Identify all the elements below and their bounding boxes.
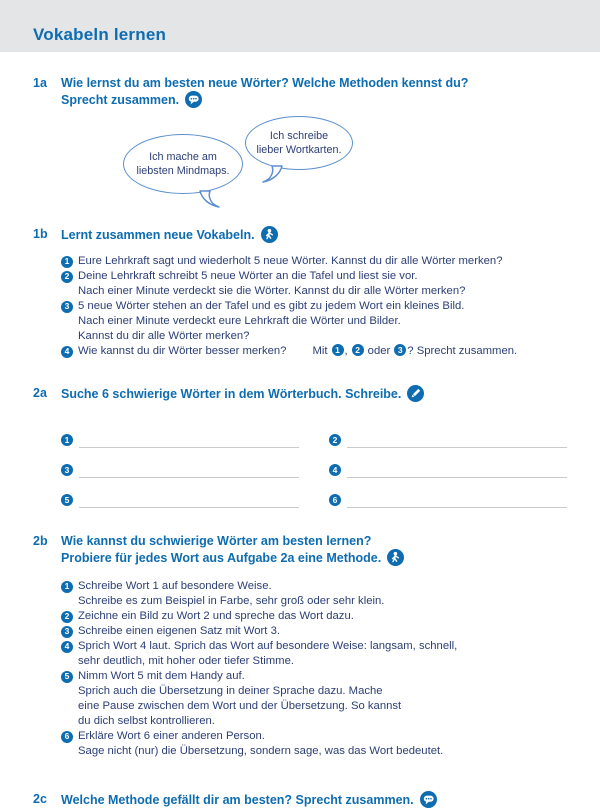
item-text: Erkläre Wort 6 einer anderen Person. — [78, 730, 265, 742]
blank-number-badge: 2 — [329, 434, 341, 446]
task-label-2a: 2a — [33, 386, 47, 400]
item-number-badge — [61, 686, 73, 698]
item-text: Eure Lehrkraft sagt und wiederholt 5 neue Wörter. Kannst du dir alle Wörter merken? — [78, 255, 503, 267]
item-number-badge — [61, 746, 73, 758]
word-blanks-grid — [61, 418, 567, 508]
blank-5 — [61, 478, 299, 508]
list-item — [61, 284, 567, 299]
item-text: Zeichne ein Bild zu Wort 2 und spreche das Wort dazu. — [78, 610, 354, 622]
section-1a — [33, 75, 567, 108]
item-number-badge — [61, 331, 73, 343]
pencil-icon — [407, 385, 424, 402]
item-number-badge — [61, 316, 73, 328]
task-heading-1a — [61, 75, 468, 108]
bubble-tail — [196, 190, 222, 210]
blank-number-badge: 5 — [61, 494, 73, 506]
task-1a-line1: Wie lernst du am besten neue Wörter? Welche Methoden kennst du? — [61, 76, 469, 90]
task-heading-2a: Suche 6 schwierige Wörter in dem Wörterbuch. Schreibe. — [61, 385, 424, 402]
blank-2 — [329, 418, 567, 448]
item-number-badge — [61, 286, 73, 298]
task-heading-2c: Welche Methode gefällt dir am besten? Sprecht zusammen. — [61, 791, 437, 808]
option-1-badge: 1 — [332, 344, 344, 356]
task-1b-list — [61, 254, 567, 359]
blank-4 — [329, 448, 567, 478]
task-1a-line2: Sprecht zusammen. — [61, 91, 468, 108]
speech-bubble-wortkarten — [245, 116, 353, 170]
item-number-badge — [61, 656, 73, 668]
item-number-badge: 1 — [61, 256, 73, 268]
blank-number-badge: 1 — [61, 434, 73, 446]
option-3-badge: 3 — [394, 344, 406, 356]
task-label-1b: 1b — [33, 227, 48, 241]
write-in-line — [347, 506, 567, 508]
speech-bubble-mindmaps — [123, 134, 243, 194]
item-number-badge — [61, 701, 73, 713]
list-item — [61, 744, 567, 759]
item-text: Sprich Wort 4 laut. Sprich das Wort auf besondere Weise: langsam, schnell, — [78, 640, 458, 652]
item-number-badge: 4 — [61, 346, 73, 358]
item-text: Nach einer Minute verdeckt eure Lehrkraft die Wörter und Bilder. — [78, 315, 401, 327]
list-item — [61, 579, 567, 594]
bubble-text: liebsten Mindmaps. — [136, 165, 230, 177]
task-2b-line1: Wie kannst du schwierige Wörter am besten lernen? — [61, 534, 372, 548]
task-label-2b: 2b — [33, 534, 48, 548]
list-item — [61, 669, 567, 684]
item-text: Nimm Wort 5 mit dem Handy auf. — [78, 670, 245, 682]
item-text: Sage nicht (nur) die Übersetzung, sondern sage, was das Wort bedeutet. — [78, 745, 444, 757]
blank-1 — [61, 418, 299, 448]
task-label-2c: 2c — [33, 792, 47, 806]
item-text: du dich selbst kontrollieren. — [78, 715, 215, 727]
page-header — [0, 0, 600, 52]
item-number-badge: 3 — [61, 301, 73, 313]
list-item — [61, 269, 567, 284]
section-2b — [33, 533, 567, 566]
blank-number-badge: 4 — [329, 464, 341, 476]
partner-work-icon — [261, 226, 278, 243]
item-number-badge: 2 — [61, 611, 73, 623]
item-number-badge: 4 — [61, 641, 73, 653]
item-number-badge: 1 — [61, 581, 73, 593]
item-suffix: ? Sprecht zusammen. — [407, 345, 518, 357]
blank-row — [61, 448, 567, 478]
list-item — [61, 639, 567, 654]
list-item — [61, 254, 567, 269]
blank-number-badge: 3 — [61, 464, 73, 476]
item-number-badge: 3 — [61, 626, 73, 638]
list-item — [61, 684, 567, 699]
item-text: 5 neue Wörter stehen an der Tafel und es gibt zu jedem Wort ein kleines Bild. — [78, 300, 465, 312]
list-item — [61, 329, 567, 344]
bubble-tail — [260, 165, 286, 185]
item-number-badge: 6 — [61, 731, 73, 743]
item-number-badge — [61, 596, 73, 608]
section-1b — [33, 226, 567, 243]
option-prefix: Mit — [312, 345, 328, 357]
item-text: Deine Lehrkraft schreibt 5 neue Wörter an die Tafel und liest sie vor. — [78, 270, 418, 282]
page-title: Vokabeln lernen — [33, 25, 167, 44]
speech-bubble-icon — [185, 91, 202, 108]
bubble-text: Ich mache am — [149, 151, 217, 163]
item-number-badge — [61, 716, 73, 728]
separator: oder — [367, 345, 391, 357]
list-item — [61, 609, 567, 624]
blank-row — [61, 478, 567, 508]
item-text: Schreibe Wort 1 auf besondere Weise. — [78, 580, 272, 592]
list-item — [61, 729, 567, 744]
separator: , — [344, 345, 348, 357]
blank-row — [61, 418, 567, 448]
task-2b-list — [61, 579, 567, 759]
item-text: eine Pause zwischen dem Wort und der Übersetzung. So kannst — [78, 700, 402, 712]
task-heading-2b — [61, 533, 404, 566]
item-text: Schreibe einen eigenen Satz mit Wort 3. — [78, 625, 280, 637]
list-item — [61, 654, 567, 669]
option-2-badge: 2 — [352, 344, 364, 356]
item-text: Nach einer Minute verdeckt sie die Wörter. Kannst du dir alle Wörter merken? — [78, 285, 466, 297]
write-in-line — [79, 506, 299, 508]
blank-number-badge: 6 — [329, 494, 341, 506]
list-item — [61, 714, 567, 729]
list-item-with-options — [61, 344, 567, 359]
task-heading-1b: Lernt zusammen neue Vokabeln. — [61, 226, 278, 243]
worksheet-content — [0, 75, 600, 808]
list-item — [61, 699, 567, 714]
bubble-text: Ich schreibe — [269, 130, 329, 142]
blank-3 — [61, 448, 299, 478]
item-number-badge: 2 — [61, 271, 73, 283]
task-label-1a: 1a — [33, 76, 47, 90]
list-item — [61, 624, 567, 639]
item-number-badge: 5 — [61, 671, 73, 683]
bubble-text: lieber Wortkarten. — [256, 144, 342, 156]
item-text: Schreibe es zum Beispiel in Farbe, sehr groß oder sehr klein. — [78, 595, 385, 607]
list-item — [61, 299, 567, 314]
speech-bubble-area — [33, 112, 567, 212]
partner-work-icon — [387, 549, 404, 566]
item-text: Kannst du dir alle Wörter merken? — [78, 330, 250, 342]
section-2a — [33, 385, 567, 402]
item-text: sehr deutlich, mit hoher oder tiefer Stimme. — [78, 655, 294, 667]
list-item — [61, 314, 567, 329]
list-item — [61, 594, 567, 609]
item-text: Sprich auch die Übersetzung in deiner Sprache dazu. Mache — [78, 685, 383, 697]
blank-6 — [329, 478, 567, 508]
item-question: Wie kannst du dir Wörter besser merken? — [78, 345, 287, 357]
task-2b-line2: Probiere für jedes Wort aus Aufgabe 2a eine Methode. — [61, 549, 404, 566]
